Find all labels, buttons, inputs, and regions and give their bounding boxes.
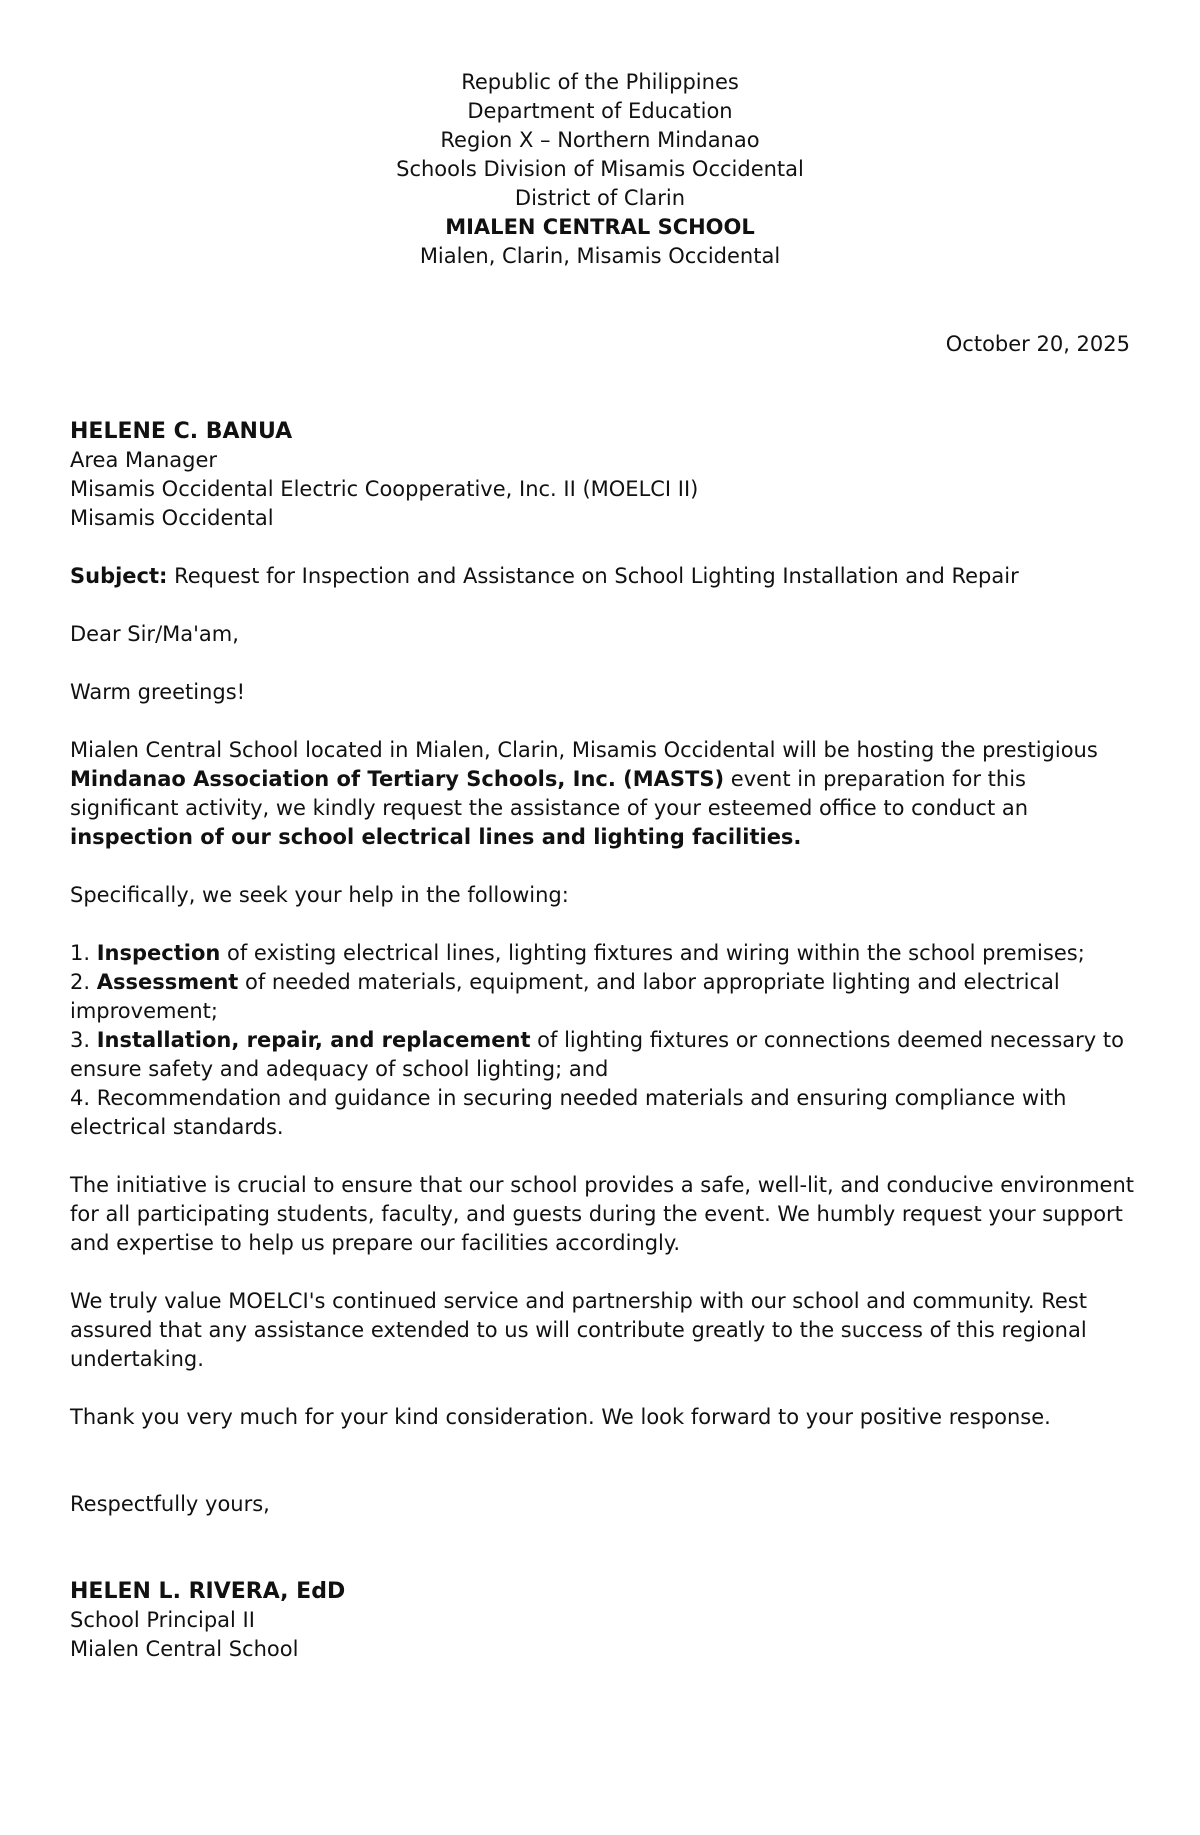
list-item — [70, 939, 1140, 968]
subject-label: Subject: — [70, 564, 168, 588]
intro-text-1: Mialen Central School located in Mialen, Clarin, Misamis Occidental will be hosting the prestigious — [70, 738, 1098, 762]
list-item — [70, 1026, 1140, 1084]
recipient-position: Area Manager — [70, 448, 218, 472]
letterhead-department: Department of Education — [467, 99, 733, 123]
recipient-name: HELENE C. BANUA — [70, 419, 293, 444]
letterhead-school-name: MIALEN CENTRAL SCHOOL — [445, 215, 755, 239]
intro-text-2: event in preparation for this significant activity, we kindly request the assistance of your esteemed office to conduct an — [70, 767, 1029, 820]
letter-body — [70, 417, 1140, 1664]
closing: Respectfully yours, — [70, 1492, 270, 1516]
subject-text: Request for Inspection and Assistance on School Lighting Installation and Repair — [167, 564, 1019, 588]
list-item-number: 1. — [70, 941, 97, 965]
intro-paragraph — [70, 736, 1140, 852]
list-item — [70, 1084, 1140, 1142]
value-paragraph: We truly value MOELCI's continued service and partnership with our school and community. Rest assured that any assistance extended to us will contribute greatly to the success of this regional undertaking. — [70, 1289, 1087, 1371]
thanks-paragraph: Thank you very much for your kind consideration. We look forward to your positive response. — [70, 1405, 1051, 1429]
letterhead-address: Mialen, Clarin, Misamis Occidental — [419, 244, 781, 268]
list-item-number: 3. — [70, 1028, 97, 1052]
list-item-keyword: Inspection — [96, 941, 221, 965]
letterhead-district: District of Clarin — [514, 186, 686, 210]
letterhead — [0, 68, 1200, 271]
letterhead-region: Region X – Northern Mindanao — [440, 128, 760, 152]
signatory-position: School Principal II — [70, 1608, 255, 1632]
list-item-text: of existing electrical lines, lighting fixtures and wiring within the school premises; — [220, 941, 1085, 965]
greeting: Warm greetings! — [70, 680, 246, 704]
signatory-name: HELEN L. RIVERA, EdD — [70, 1579, 346, 1604]
list-item-number: 2. — [70, 970, 97, 994]
letter-date: October 20, 2025 — [945, 332, 1130, 356]
initiative-paragraph: The initiative is crucial to ensure that our school provides a safe, well-lit, and conducive environment for all participating students, faculty, and guests during the event. We humbly request your support and expertise to help us prepare our facilities accordingly. — [70, 1173, 1134, 1255]
signatory-school: Mialen Central School — [70, 1637, 299, 1661]
inspection-request: inspection of our school electrical lines and lighting facilities. — [70, 825, 802, 849]
list-item-keyword: Installation, repair, and replacement — [96, 1028, 531, 1052]
list-intro: Specifically, we seek your help in the following: — [70, 883, 569, 907]
request-list — [70, 939, 1140, 1142]
recipient-location: Misamis Occidental — [70, 506, 274, 530]
list-item-number: 4. — [70, 1086, 97, 1110]
list-item-text: Recommendation and guidance in securing needed materials and ensuring compliance with electrical standards. — [70, 1086, 1067, 1139]
subject-line — [70, 562, 1140, 591]
list-item — [70, 968, 1140, 1026]
letterhead-division: Schools Division of Misamis Occidental — [396, 157, 804, 181]
list-item-keyword: Assessment — [96, 970, 239, 994]
salutation: Dear Sir/Ma'am, — [70, 622, 239, 646]
recipient-organization: Misamis Occidental Electric Coopperative, Inc. II (MOELCI II) — [70, 477, 699, 501]
event-name: Mindanao Association of Tertiary Schools, Inc. (MASTS) — [70, 767, 725, 791]
letterhead-republic: Republic of the Philippines — [461, 70, 739, 94]
list-item-text: of lighting fixtures or connections deemed necessary to ensure safety and adequacy of school lighting; and — [70, 1028, 1124, 1081]
list-item-text: of needed materials, equipment, and labor appropriate lighting and electrical improvement; — [70, 970, 1060, 1023]
